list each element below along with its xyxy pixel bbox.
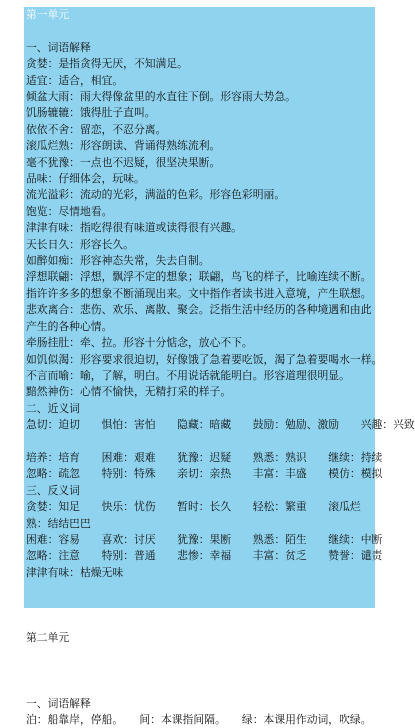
spacer [24, 434, 375, 450]
definition-line: 如醉如痴：形容神态失常，失去自制。 [26, 254, 210, 268]
definition-line: 悲欢离合：悲伤、欢乐、离散、聚会。泛指生活中经历的各种境遇和由此产生的各种心情。 [26, 303, 372, 333]
definition-line: 饥肠辘辘：饿得肚子直叫。 [26, 106, 156, 120]
definition-line: 浮想联翩：浮想，飘浮不定的想象；联翩，鸟飞的样子，比喻连续不断。指许许多多的想象不断涌现出来。文中指作者读书进入意境，产生联想。 [26, 270, 372, 300]
definition-line: 泊：船靠岸，停船。 间：本课指间隔。 绿：本课用作动词，吹绿。 [26, 713, 372, 726]
synonym-row: 忽略：疏忽 特别：特殊 亲切：亲热 丰富：丰盛 模仿：模拟 [26, 467, 383, 481]
spacer [24, 23, 375, 39]
section-heading-definitions: 一、词语解释 [26, 40, 91, 54]
definition-line: 如饥似渴：形容要求很迫切，好像饿了急着要吃饭，渴了急着要喝水一样。 [26, 352, 383, 366]
spacer [24, 581, 375, 630]
definition-line: 天长日久：形容长久。 [26, 237, 134, 251]
definition-line: 不言而喻：喻，了解，明白。不用说话就能明白。形容道理很明显。 [26, 368, 350, 382]
definition-line: 品味：仔细体会，玩味。 [26, 172, 145, 186]
section-heading-antonyms: 三、反义词 [26, 483, 80, 497]
definition-line: 津津有味：指吃得很有味道或读得很有兴趣。 [26, 221, 242, 235]
definition-line: 黯然神伤：心情不愉快，无精打采的样子。 [26, 385, 232, 399]
antonym-row: 困难：容易 喜欢：讨厌 犹豫：果断 熟悉：陌生 继续：中断 [26, 532, 383, 546]
definition-line: 依依不舍：留恋，不忍分离。 [26, 122, 167, 136]
unit-2-title: 第二单元 [26, 631, 70, 645]
definition-line: 流光溢彩：流动的光彩，满溢的色彩。形容色彩明丽。 [26, 188, 286, 202]
antonym-row: 贪婪：知足 快乐：忧伤 暂时：长久 轻松：繁重 滚瓜烂熟：结结巴巴 [26, 500, 361, 530]
definition-line: 饱览：尽情地看。 [26, 204, 113, 218]
definition-line: 倾盆大雨：雨大得像盆里的水直往下倒。形容雨大势急。 [26, 90, 296, 104]
synonym-row: 急切：迫切 惧怕：害怕 隐藏：暗藏 鼓励：勉励、激励 兴趣：兴致 [26, 418, 415, 432]
section-heading-synonyms: 二、近义词 [26, 401, 80, 415]
section-heading-definitions: 一、词语解释 [26, 696, 91, 710]
definition-line: 毫不犹豫：一点也不迟疑，很坚决果断。 [26, 155, 221, 169]
definition-line: 适宜：适合，相宜。 [26, 73, 124, 87]
spacer [24, 647, 375, 696]
definition-line: 滚瓜烂熟：形容朗读、背诵得熟练流利。 [26, 139, 221, 153]
definition-line: 牵肠挂肚：牵、拉。形容十分惦念，放心不下。 [26, 336, 253, 350]
unit-1-title: 第一单元 [26, 8, 70, 21]
document-page [24, 7, 415, 726]
definition-line: 贪婪：是指贪得无厌，不知满足。 [26, 57, 188, 71]
antonym-row: 津津有味：枯燥无味 [26, 565, 124, 579]
synonym-row: 培养：培育 困难：艰难 犹豫：迟疑 熟悉：熟识 继续：持续 [26, 450, 383, 464]
antonym-row: 忽略：注意 特别：普通 悲惨：幸福 丰富：贫乏 赞誉：谴责 [26, 549, 383, 563]
